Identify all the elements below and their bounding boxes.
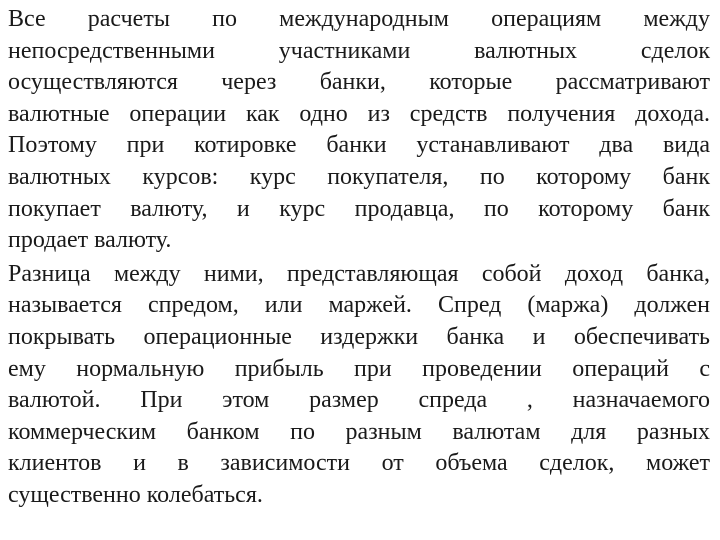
text-line: Поэтому при котировке банки устанавливают два вида: [8, 132, 710, 159]
text-line: клиентов и в зависимости от объема сделок, может: [8, 450, 710, 477]
text-line: Все расчеты по международным операциям между: [8, 6, 710, 32]
text-line: покупает валюту, и курс продавца, по которому банк: [8, 195, 710, 222]
paragraph-1: [8, 4, 710, 257]
text-line: ему нормальную прибыль при проведении операций с: [8, 355, 710, 382]
text-line: валютных курсов: курс покупателя, по которому банк: [8, 163, 710, 190]
text-line: непосредственными участниками валютных сделок: [8, 37, 710, 64]
text-line: осуществляются через банки, которые рассматривают: [8, 69, 710, 96]
text-line: покрывать операционные издержки банка и обеспечивать: [8, 323, 710, 350]
text-line: называется спредом, или маржей. Спред (маржа) должен: [8, 292, 710, 319]
text-line: валютные операции как одно из средств получения дохода.: [8, 100, 710, 127]
text-line: коммерческим банком по разным валютам для разных: [8, 418, 710, 445]
text-line: Разница между ними, представляющая собой доход банка,: [8, 260, 710, 287]
text-line: продает валюту.: [8, 227, 172, 254]
body-text: [8, 4, 710, 512]
text-line: существенно колебаться.: [8, 481, 263, 508]
text-line: валютой. При этом размер спреда , назначаемого: [8, 387, 710, 414]
paragraph-2: [8, 259, 710, 512]
